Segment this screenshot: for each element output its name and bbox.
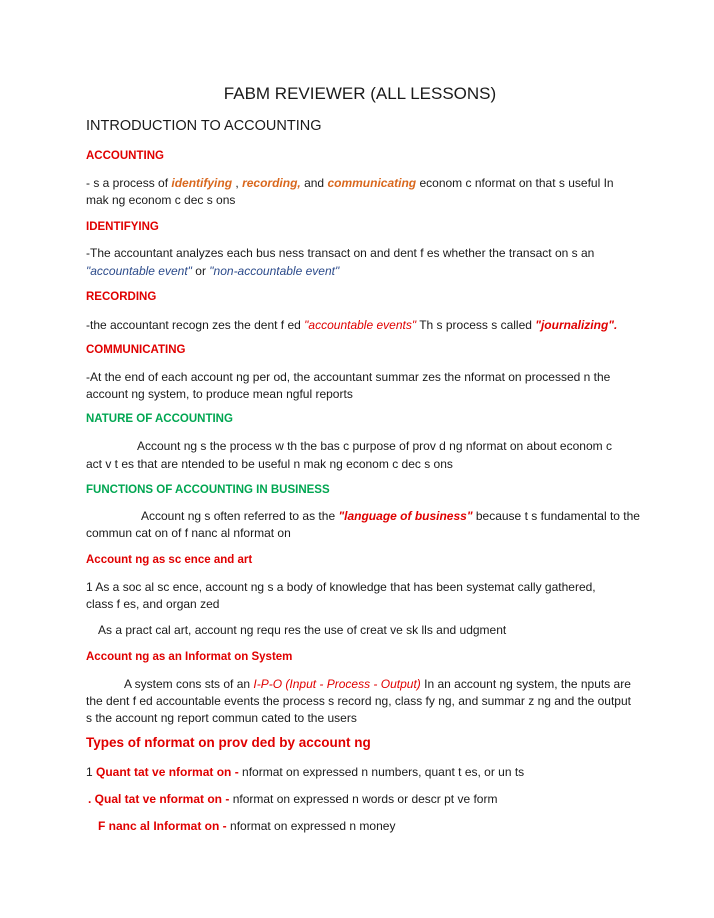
types-item-2 [88,791,497,807]
keyword-recording: recording, [242,176,301,190]
text: and [300,176,328,190]
heading-communicating: COMMUNICATING [86,344,186,356]
recording-line-1 [86,317,617,333]
quote-journalizing: "journalizing". [535,318,618,332]
quote-non-accountable-event: "non-accountable event" [209,264,340,278]
accounting-line-2: mak ng econom c dec s ons [86,193,236,207]
heading-identifying: IDENTIFYING [86,221,159,233]
text: In an account ng system, the nputs are [420,677,631,691]
info-system-line-1 [124,676,631,692]
text: A system cons sts of an [124,677,254,691]
nature-line-2: act v t es that are ntended to be useful n mak ng econom c dec s ons [86,457,453,471]
functions-line-1 [141,508,640,524]
section-title: INTRODUCTION TO ACCOUNTING [86,118,322,134]
keyword-identifying: identifying [171,176,233,190]
info-system-line-2: the dent f ed accountable events the process s record ng, class fy ng, and summar z ng and the output [86,694,631,708]
text: nformat on expressed n money [230,819,396,833]
quote-language-of-business: "language of business" [338,509,473,523]
heading-types: Types of nformat on prov ded by account ng [86,735,371,750]
text: nformat on expressed n numbers, quant t es, or un ts [242,765,525,779]
communicating-line-2: account ng system, to produce mean ngful reports [86,387,353,401]
heading-science-art: Account ng as sc ence and art [86,554,253,566]
science-art-line-2: class f es, and organ zed [86,597,220,611]
types-item-1 [86,764,524,780]
text: nformat on expressed n words or descr pt ve form [232,792,498,806]
text: or [191,264,210,278]
communicating-line-1: -At the end of each account ng per od, the accountant summar zes the nformat on processed n the [86,370,611,384]
quote-accountable-events: "accountable events" [304,318,417,332]
nature-line-1: Account ng s the process w th the bas c purpose of prov d ng nformat on about econom c [137,439,612,453]
heading-recording: RECORDING [86,291,157,303]
heading-functions: FUNCTIONS OF ACCOUNTING IN BUSINESS [86,484,330,496]
science-art-line-1: 1 As a soc al sc ence, account ng s a body of knowledge that has been systemat cally gathered, [86,580,596,594]
identifying-line-1: -The accountant analyzes each bus ness transact on and dent f es whether the transact on s an [86,246,595,260]
text: Th s process s called [416,318,536,332]
text: because t s fundamental to the [472,509,640,523]
text: -the accountant recogn zes the dent f ed [86,318,305,332]
text: 1 [86,765,97,779]
science-art-line-3: As a pract cal art, account ng requ res the use of creat ve sk lls and udgment [98,623,507,637]
text: Account ng s often referred to as the [141,509,339,523]
item-label: Quant tat ve nformat on - [96,765,243,779]
item-label: . Qual tat ve nformat on - [88,792,233,806]
heading-accounting: ACCOUNTING [86,150,164,162]
text: econom c nformat on that s useful In [416,176,614,190]
types-item-3 [98,818,395,834]
item-label: F nanc al Informat on - [98,819,231,833]
document-title: FABM REVIEWER (ALL LESSONS) [223,84,497,103]
functions-line-2: commun cat on of f nanc al nformat on [86,526,291,540]
ipo-term: I-P-O (Input - Process - Output) [253,677,421,691]
text: - s a process of [86,176,172,190]
text: , [232,176,243,190]
heading-nature: NATURE OF ACCOUNTING [86,413,233,425]
info-system-line-3: s the account ng report commun cated to the users [86,711,357,725]
accounting-line-1 [86,175,614,191]
quote-accountable-event: "accountable event" [86,264,192,278]
keyword-communicating: communicating [327,176,417,190]
heading-info-system: Account ng as an Informat on System [86,651,293,663]
identifying-line-2 [86,263,339,279]
